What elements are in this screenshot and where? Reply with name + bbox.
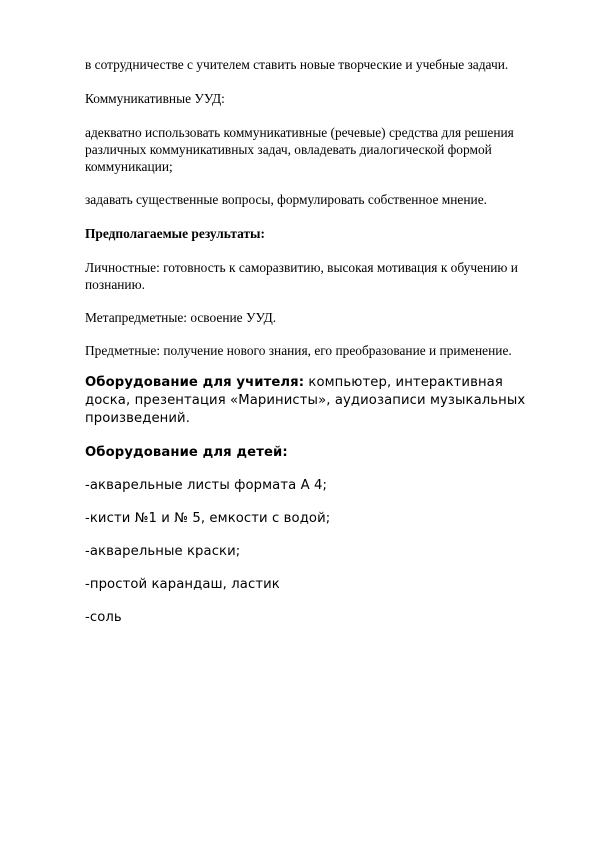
expected-results-heading: Предполагаемые результаты: [85, 226, 265, 241]
paragraph-communicative-uud-heading: Коммуникативные УУД: [85, 91, 225, 106]
teacher-equipment-paragraph [85, 374, 545, 428]
equipment-list-item: -кисти №1 и № 5, емкости с водой; [85, 511, 331, 526]
paragraph-metasubject-results: Метапредметные: освоение УУД. [85, 310, 277, 325]
document-body [85, 56, 545, 627]
equipment-list-item: -акварельные краски; [85, 544, 241, 559]
teacher-equipment-label: Оборудование для учителя: [85, 375, 305, 390]
paragraph-cooperation: в сотрудничестве с учителем ставить новые творческие и учебные задачи. [85, 57, 509, 72]
equipment-list-item: -соль [85, 610, 122, 625]
children-equipment-heading: Оборудование для детей: [85, 445, 288, 460]
teacher-equipment-text: компьютер, интерактивная доска, презентация «Маринисты», аудиозаписи музыкальных произведений. [85, 375, 526, 426]
paragraph-communicative-means: адекватно использовать коммуникативные (речевые) средства для решения различных коммуникативных задач, овладевать диалогической формой коммуникации; [85, 125, 514, 174]
paragraph-ask-questions: задавать существенные вопросы, формулировать собственное мнение. [85, 192, 487, 207]
paragraph-subject-results: Предметные: получение нового знания, его преобразование и применение. [85, 343, 512, 358]
equipment-list-item: -акварельные листы формата А 4; [85, 478, 328, 493]
equipment-list-item: -простой карандаш, ластик [85, 577, 280, 592]
paragraph-personal-results: Личностные: готовность к саморазвитию, высокая мотивация к обучению и познанию. [85, 260, 518, 292]
